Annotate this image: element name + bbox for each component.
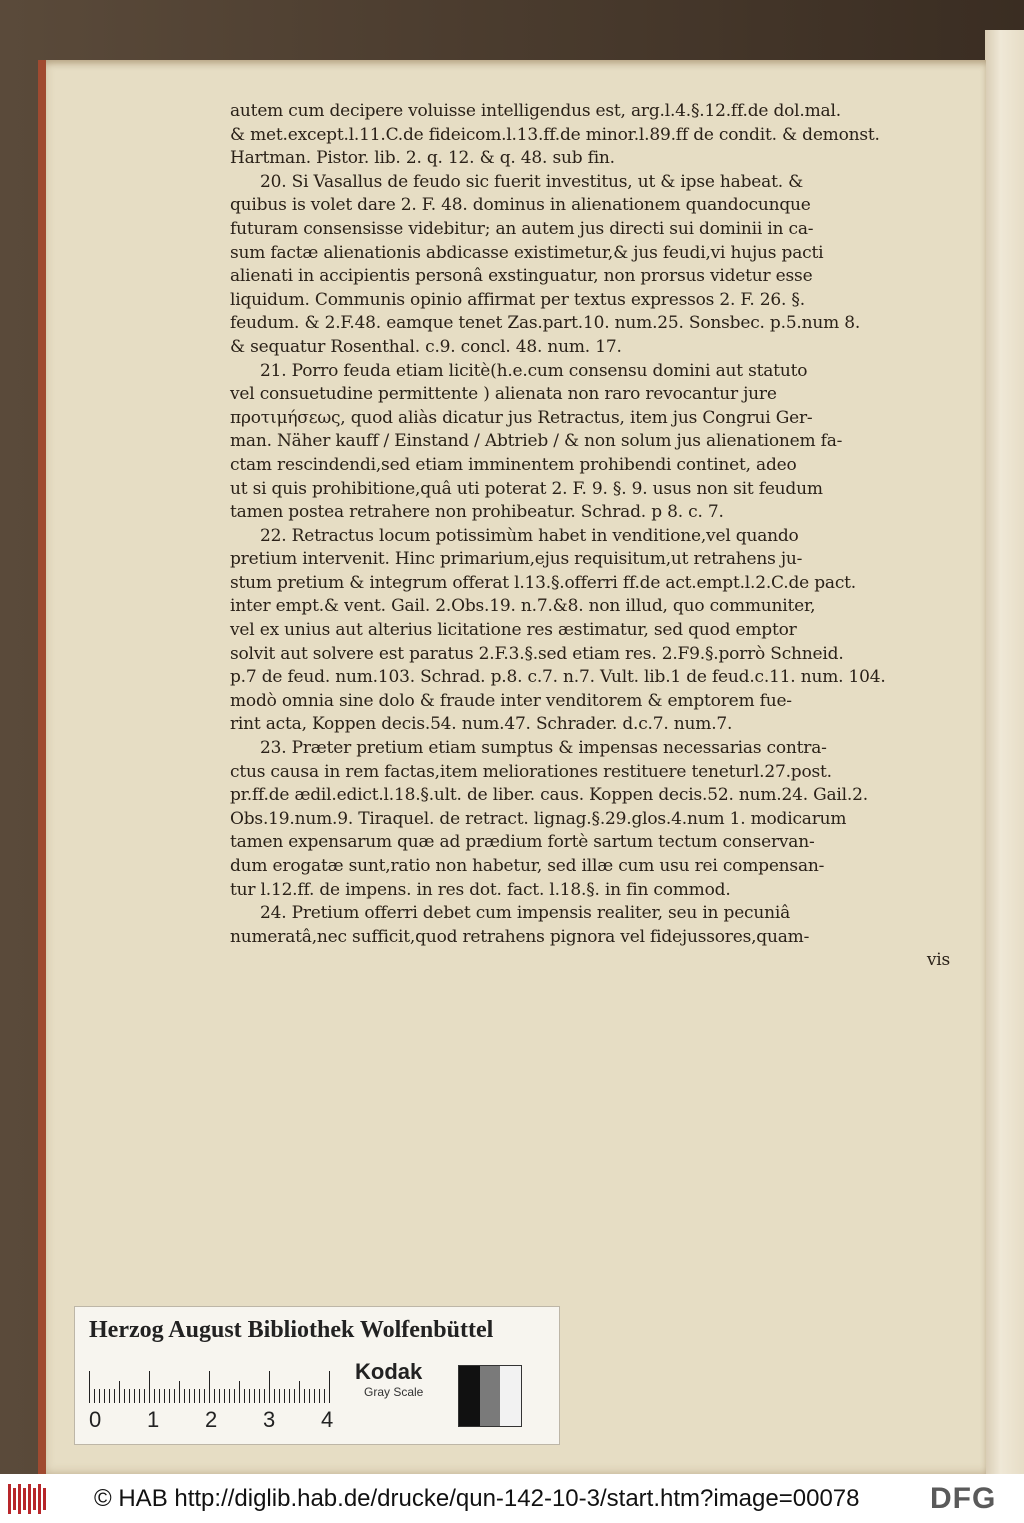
ruler-number: 0 xyxy=(89,1407,102,1432)
ruler-tick xyxy=(259,1389,260,1403)
ruler-tick xyxy=(94,1389,95,1403)
text-line: 23. Præter pretium etiam sumptus & impensas necessarias contra- xyxy=(260,738,827,759)
text-line: 24. Pretium offerri debet cum impensis realiter, seu in pecuniâ xyxy=(260,903,791,924)
gray-swatch xyxy=(500,1366,521,1426)
text-line: 20. Si Vasallus de feudo sic fuerit investitus, ut & ipse habeat. & xyxy=(260,171,804,192)
text-line: modò omnia sine dolo & fraude inter venditorem & emptorem fue- xyxy=(230,690,792,711)
ruler-tick xyxy=(129,1389,130,1403)
ruler-tick xyxy=(219,1389,220,1403)
ruler-tick xyxy=(89,1371,90,1403)
ruler-tick xyxy=(104,1389,105,1403)
text-line: liquidum. Communis opinio affirmat per textus expressos 2. F. 26. §. xyxy=(230,289,805,310)
ruler-tick xyxy=(214,1389,215,1403)
ruler-tick xyxy=(284,1389,285,1403)
ruler-tick xyxy=(144,1389,145,1403)
text-line: numeratâ,nec sufficit,quod retrahens pignora vel fidejussores,quam- xyxy=(230,926,810,947)
gray-swatch xyxy=(459,1366,480,1426)
ruler-number: 3 xyxy=(263,1407,276,1432)
gray-swatch xyxy=(480,1366,501,1426)
ruler-tick xyxy=(154,1389,155,1403)
ruler-tick xyxy=(244,1389,245,1403)
footer-copyright-url[interactable]: © HAB http://diglib.hab.de/drucke/qun-142-10-3/start.htm?image=00078 xyxy=(94,1485,860,1512)
text-line: ctus causa in rem factas,item meliorationes restituere teneturl.27.post. xyxy=(230,761,832,782)
ruler-tick xyxy=(314,1389,315,1403)
text-line: sum factæ alienationis abdicasse existimetur,& jus feudi,vi hujus pacti xyxy=(230,242,824,263)
text-line: feudum. & 2.F.48. eamque tenet Zas.part.10. num.25. Sonsbec. p.5.num 8. xyxy=(230,313,861,334)
text-line: & met.except.l.11.C.de fideicom.l.13.ff.de minor.l.89.ff de condit. & demonst. xyxy=(230,124,880,145)
ruler-tick xyxy=(329,1371,330,1403)
ruler-tick xyxy=(169,1389,170,1403)
text-line: inter empt.& vent. Gail. 2.Obs.19. n.7.&8. non illud, quo communiter, xyxy=(230,596,816,617)
ruler-tick xyxy=(229,1389,230,1403)
ruler-tick xyxy=(149,1371,150,1403)
ruler-tick xyxy=(114,1389,115,1403)
text-line: tur l.12.ff. de impens. in res dot. fact. l.18.§. in fin commod. xyxy=(230,879,731,900)
gray-swatches xyxy=(458,1365,522,1427)
text-line: ut si quis prohibitione,quâ uti poterat 2. F. 9. §. 9. usus non sit feudum xyxy=(230,478,823,499)
ruler-tick xyxy=(319,1389,320,1403)
ruler-tick xyxy=(254,1389,255,1403)
text-line: rint acta, Koppen decis.54. num.47. Schrader. d.c.7. num.7. xyxy=(230,714,733,735)
ruler-tick xyxy=(309,1389,310,1403)
kodak-logo: Kodak xyxy=(355,1359,423,1384)
ruler-tick xyxy=(194,1389,195,1403)
text-line: vis xyxy=(926,950,950,971)
text-line: προτιμήσεως, quod aliàs dicatur jus Retractus, item jus Congrui Ger- xyxy=(230,407,813,428)
ruler-tick xyxy=(274,1389,275,1403)
ruler-tick xyxy=(299,1381,300,1403)
ruler-tick xyxy=(109,1389,110,1403)
ruler-tick xyxy=(124,1389,125,1403)
ruler-tick xyxy=(249,1389,250,1403)
ruler-tick xyxy=(209,1371,210,1403)
text-line: p.7 de feud. num.103. Schrad. p.8. c.7. n.7. Vult. lib.1 de feud.c.11. num. 104. xyxy=(230,667,886,688)
text-line: futuram consensisse videbitur; an autem jus directi sui dominii in ca- xyxy=(230,218,814,239)
ruler-tick xyxy=(204,1389,205,1403)
text-line: solvit aut solvere est paratus 2.F.3.§.sed etiam res. 2.F9.§.porrò Schneid. xyxy=(230,643,844,664)
text-line: 22. Retractus locum potissimùm habet in venditione,vel quando xyxy=(260,525,799,546)
hab-logo-icon xyxy=(8,1484,46,1514)
text-line: vel ex unius aut alterius licitatione res æstimatur, sed quod emptor xyxy=(230,620,797,641)
text-line: 21. Porro feuda etiam licitè(h.e.cum consensu domini aut statuto xyxy=(260,360,808,381)
ruler-tick xyxy=(119,1381,120,1403)
ruler-tick xyxy=(234,1389,235,1403)
ruler-numbers xyxy=(89,1407,349,1435)
ruler-tick xyxy=(179,1381,180,1403)
ruler-number: 4 xyxy=(321,1407,334,1432)
ruler-number: 2 xyxy=(205,1407,218,1432)
gray-scale-label: Gray Scale xyxy=(364,1385,424,1399)
footer-bar xyxy=(0,1474,1024,1523)
ruler-tick xyxy=(304,1389,305,1403)
card-title: Herzog August Bibliothek Wolfenbüttel xyxy=(89,1317,494,1343)
text-line: pretium intervenit. Hinc primarium,ejus requisitum,ut retrahens ju- xyxy=(230,549,803,570)
ruler-tick xyxy=(164,1389,165,1403)
next-page-edge xyxy=(985,30,1024,1474)
ruler-scale xyxy=(89,1369,339,1403)
ruler-tick xyxy=(139,1389,140,1403)
page-text xyxy=(230,100,960,973)
library-color-card xyxy=(74,1306,560,1445)
ruler-tick xyxy=(264,1389,265,1403)
ruler-tick xyxy=(279,1389,280,1403)
ruler-number: 1 xyxy=(147,1407,160,1432)
text-line: man. Näher kauff / Einstand / Abtrieb / & non solum jus alienationem fa- xyxy=(230,431,843,452)
ruler-tick xyxy=(199,1389,200,1403)
text-line: Hartman. Pistor. lib. 2. q. 12. & q. 48. sub fin. xyxy=(230,148,615,169)
ruler-tick xyxy=(239,1381,240,1403)
ruler-tick xyxy=(324,1389,325,1403)
ruler-tick xyxy=(174,1389,175,1403)
ruler-tick xyxy=(224,1389,225,1403)
text-line: autem cum decipere voluisse intelligendus est, arg.l.4.§.12.ff.de dol.mal. xyxy=(230,101,841,121)
text-line: pr.ff.de ædil.edict.l.18.§.ult. de liber. caus. Koppen decis.52. num.24. Gail.2. xyxy=(230,785,868,806)
ruler-tick xyxy=(269,1371,270,1403)
text-line: quibus is volet dare 2. F. 48. dominus in alienationem quandocunque xyxy=(230,195,811,216)
text-line: vel consuetudine permittente ) alienata non raro revocantur jure xyxy=(230,384,777,405)
ruler-tick xyxy=(159,1389,160,1403)
text-line: tamen expensarum quæ ad prædium fortè sartum tectum conservan- xyxy=(230,832,815,853)
ruler-tick xyxy=(294,1389,295,1403)
ruler-tick xyxy=(184,1389,185,1403)
ruler-tick xyxy=(134,1389,135,1403)
text-line: & sequatur Rosenthal. c.9. concl. 48. num. 17. xyxy=(230,336,622,357)
text-line: stum pretium & integrum offerat l.13.§.offerri ff.de act.empt.l.2.C.de pact. xyxy=(230,572,856,593)
ruler-tick xyxy=(189,1389,190,1403)
text-line: alienati in accipientis personâ exstinguatur, non prorsus videtur esse xyxy=(230,266,813,287)
text-line: ctam rescindendi,sed etiam imminentem prohibendi continet, adeo xyxy=(230,454,797,475)
text-line: tamen postea retrahere non prohibeatur. Schrad. p 8. c. 7. xyxy=(230,502,724,523)
text-line: Obs.19.num.9. Tiraquel. de retract. lignag.§.29.glos.4.num 1. modicarum xyxy=(230,808,847,829)
dfg-logo: DFG xyxy=(930,1482,997,1515)
text-line: dum erogatæ sunt,ratio non habetur, sed illæ cum usu rei compensan- xyxy=(230,856,825,876)
ruler-tick xyxy=(99,1389,100,1403)
ruler-tick xyxy=(289,1389,290,1403)
page-edge-binding xyxy=(38,60,46,1474)
